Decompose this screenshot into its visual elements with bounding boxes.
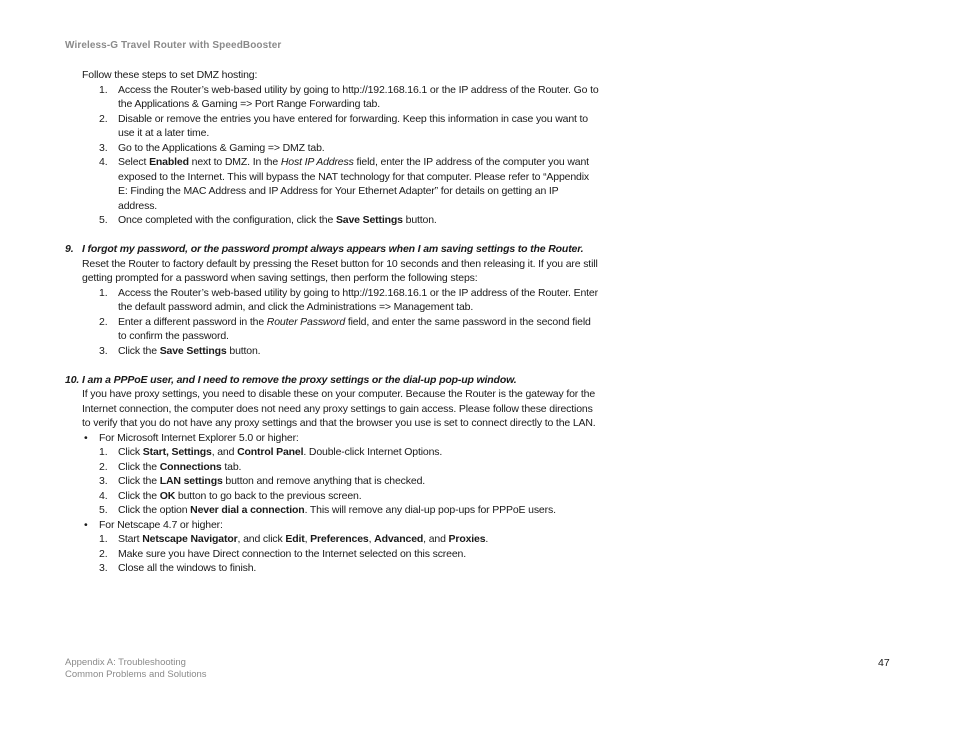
- bullet-icon: •: [84, 518, 88, 531]
- list-item: 3. Go to the Applications & Gaming => DMZ tab.: [99, 141, 325, 154]
- question-9-intro: Reset the Router to factory default by pressing the Reset button for 10 seconds and then releasing it. If you are still getting prompted for a password when saving settings, then perform the following steps:: [82, 257, 598, 284]
- list-item: 1. Start Netscape Navigator, and click Edit, Preferences, Advanced, and Proxies.: [99, 533, 489, 545]
- running-footer: [65, 657, 207, 681]
- question-10-bullets: [65, 431, 600, 576]
- page-number: 47: [878, 657, 890, 669]
- question-9-steps: [65, 286, 600, 359]
- list-item: 1. Access the Router’s web-based utility by going to http://192.168.16.1 or the IP address of the Router. Enter the default password admin, and click the Administrations => Management tab.: [99, 286, 598, 313]
- list-item: 2. Enter a different password in the Router Password field, and enter the same password in the second field to confirm the password.: [99, 315, 591, 342]
- question-9-heading: 9. I forgot my password, or the password prompt always appears when I am saving settings to the Router.: [65, 243, 584, 255]
- dmz-steps: [65, 83, 600, 228]
- spacer: [65, 228, 600, 243]
- list-item: 3. Click the Save Settings button.: [99, 344, 261, 357]
- list-item: 5. Once completed with the configuration, click the Save Settings button.: [99, 214, 437, 226]
- bullet-item-ie: • For Microsoft Internet Explorer 5.0 or higher: 1. Click Start, Settings, and Control Panel. Double-click Internet Options. 2. Click the Connections tab. 3. Click the LAN settings button and remove anything that is checked. 4. Click the OK button to go back to the previous screen. 5. Click the option Never dial a connection. This will remove any dial-up pop-ups for PPPoE users.: [65, 431, 600, 518]
- netscape-steps: [99, 532, 600, 576]
- spacer: [65, 358, 600, 373]
- running-header: Wireless-G Travel Router with SpeedBooster: [65, 40, 282, 51]
- question-10-heading: 10. I am a PPPoE user, and I need to remove the proxy settings or the dial-up pop-up window.: [65, 373, 517, 386]
- main-content: [65, 68, 600, 576]
- list-item: 2. Make sure you have Direct connection to the Internet selected on this screen.: [99, 547, 466, 560]
- bullet-icon: •: [84, 431, 88, 444]
- footer-subsection-title: Common Problems and Solutions: [65, 669, 207, 680]
- list-item: 1. Click Start, Settings, and Control Panel. Double-click Internet Options.: [99, 446, 443, 458]
- bullet-item-netscape: • For Netscape 4.7 or higher: 1. Start Netscape Navigator, and click Edit, Preferences, Advanced, and Proxies. 2. Make sure you have Direct connection to the Internet selected on this screen. 3. Close all the windows to finish.: [65, 518, 600, 576]
- list-item: 3. Click the LAN settings button and remove anything that is checked.: [99, 475, 426, 487]
- list-item: 4. Select Enabled next to DMZ. In the Host IP Address field, enter the IP address of the computer you want exposed to the Internet. This will bypass the NAT technology for that computer. Please refer to “Appendix E: Finding the MAC Address and IP Address for Your Ethernet Adapter” for details on getting an IP address.: [99, 156, 590, 212]
- list-item: 4. Click the OK button to go back to the previous screen.: [99, 489, 362, 502]
- list-item: 2. Click the Connections tab.: [99, 460, 242, 473]
- list-item: 5. Click the option Never dial a connection. This will remove any dial-up pop-ups for PPPoE users.: [99, 504, 556, 516]
- ie-steps: [99, 445, 600, 518]
- question-10-intro: If you have proxy settings, you need to disable these on your computer. Because the Router is the gateway for the Internet connection, the computer does not need any proxy settings to gain access. Please follow these directions to verify that you do not have any proxy settings and that the browser you use is set to connect directly to the LAN.: [82, 388, 596, 429]
- list-item: 3. Close all the windows to finish.: [99, 562, 257, 574]
- footer-section-title: Appendix A: Troubleshooting: [65, 657, 186, 668]
- list-item: 2. Disable or remove the entries you have entered for forwarding. Keep this information in case you want to use it at a later time.: [99, 112, 588, 139]
- dmz-intro: Follow these steps to set DMZ hosting:: [82, 69, 258, 81]
- list-item: 1. Access the Router’s web-based utility by going to http://192.168.16.1 or the IP address of the Router. Go to the Applications & Gaming => Port Range Forwarding tab.: [99, 83, 599, 110]
